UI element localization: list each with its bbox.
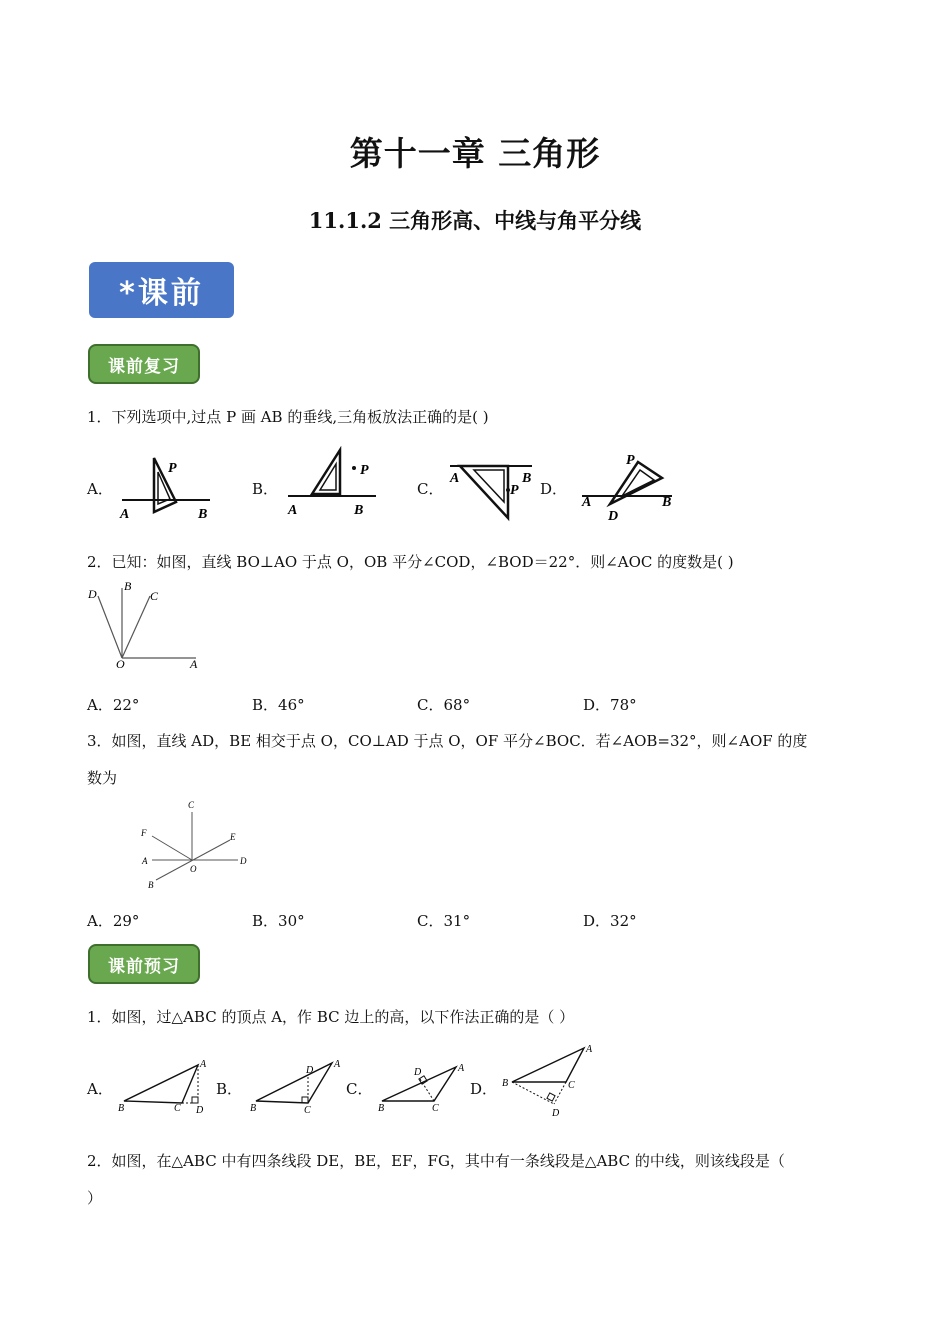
label-e: E (230, 832, 236, 842)
label-b: B (124, 579, 132, 593)
review-q3-text-line2: 数为 (87, 769, 118, 787)
review-q3-option-a: A．29° (87, 912, 140, 930)
label-a: A (582, 495, 592, 510)
preview-q1-figure-d (500, 1040, 604, 1120)
review-q2-text: 2．已知：如图，直线 BO⊥AO 于点 O，OB 平分∠COD，∠BOD＝22°．则∠AOC 的度数是( ) (87, 553, 734, 571)
label-d: D (608, 509, 619, 524)
label-a: A (200, 1059, 207, 1070)
label-d: D (240, 856, 247, 866)
review-q1-figure-b (284, 446, 384, 522)
label-c: C (150, 589, 159, 603)
review-q1-option-d: D． (540, 480, 568, 498)
label-f: F (141, 828, 147, 838)
label-d: D (88, 587, 97, 601)
label-p: P (168, 461, 177, 476)
label-c: C (304, 1105, 311, 1115)
preview-q1-figure-c (374, 1055, 470, 1115)
label-b: B (522, 471, 532, 486)
review-q1-figure-c (446, 460, 538, 524)
label-b: B (250, 1103, 257, 1114)
label-b: B (354, 503, 364, 518)
label-p: P (510, 483, 519, 498)
review-q3-figure (138, 798, 254, 894)
label-p: P (360, 463, 369, 478)
review-q3-option-b: B．30° (252, 912, 305, 930)
review-q1-text: 1．下列选项中,过点 P 画 AB 的垂线,三角板放法正确的是( ) (87, 408, 489, 426)
label-b: B (662, 495, 672, 510)
label-c: C (568, 1080, 575, 1091)
pre-class-banner: *课前 (89, 262, 234, 318)
label-c: C (432, 1103, 439, 1114)
label-a: A (190, 657, 198, 670)
label-c: C (174, 1103, 181, 1114)
label-a: A (450, 471, 460, 486)
preview-q1-figure-a (114, 1055, 214, 1115)
review-q3-option-c: C．31° (417, 912, 471, 930)
label-b: B (198, 507, 208, 522)
label-c: C (188, 800, 195, 810)
review-q2-figure (86, 578, 204, 670)
label-a: A (586, 1044, 593, 1055)
preview-q1-figure-b (246, 1055, 346, 1115)
review-q2-option-c: C．68° (417, 696, 471, 714)
review-q1-figure-a (118, 450, 218, 522)
label-b: B (118, 1103, 125, 1114)
label-d: D (414, 1067, 422, 1078)
section-subtitle: 11.1.2 三角形高、中线与角平分线 (308, 208, 642, 233)
preview-q1-option-c: C． (346, 1080, 373, 1098)
preview-q1-option-a: A． (87, 1080, 113, 1098)
label-a: A (288, 503, 298, 518)
label-a: A (458, 1063, 465, 1074)
review-q2-option-d: D．78° (583, 696, 637, 714)
review-q1-option-a: A． (87, 480, 113, 498)
review-q3-option-d: D．32° (583, 912, 637, 930)
label-d: D (552, 1108, 560, 1119)
review-q1-option-c: C． (417, 480, 444, 498)
label-a: A (142, 856, 148, 866)
preview-q1-option-d: D． (470, 1080, 498, 1098)
review-q2-option-b: B．46° (252, 696, 305, 714)
label-d: D (306, 1065, 314, 1076)
label-a: A (334, 1059, 341, 1070)
label-b: B (378, 1103, 385, 1114)
chapter-title: 第十一章 三角形 (349, 134, 601, 173)
label-o: O (116, 657, 125, 670)
label-o: O (190, 864, 197, 874)
label-d: D (196, 1105, 204, 1115)
review-q1-option-b: B． (252, 480, 279, 498)
review-q2-option-a: A．22° (87, 696, 140, 714)
label-b: B (502, 1078, 509, 1089)
review-tag: 课前复习 (88, 344, 200, 384)
preview-q1-text: 1．如图，过△ABC 的顶点 A，作 BC 边上的高，以下作法正确的是（ ） (87, 1008, 575, 1026)
label-b: B (148, 880, 154, 890)
review-q3-text-line1: 3．如图，直线 AD，BE 相交于点 O，CO⊥AD 于点 O，OF 平分∠BOC．若∠AOB=32°，则∠AOF 的度 (87, 732, 808, 750)
review-q1-figure-d (578, 450, 682, 524)
label-p: P (626, 453, 635, 468)
preview-tag: 课前预习 (88, 944, 200, 984)
preview-q2-text-line2: ） (87, 1189, 103, 1207)
label-a: A (120, 507, 130, 522)
preview-q1-option-b: B． (216, 1080, 243, 1098)
preview-q2-text-line1: 2．如图，在△ABC 中有四条线段 DE，BE，EF，FG，其中有一条线段是△ABC 的中线，则该线段是（ (87, 1152, 785, 1170)
